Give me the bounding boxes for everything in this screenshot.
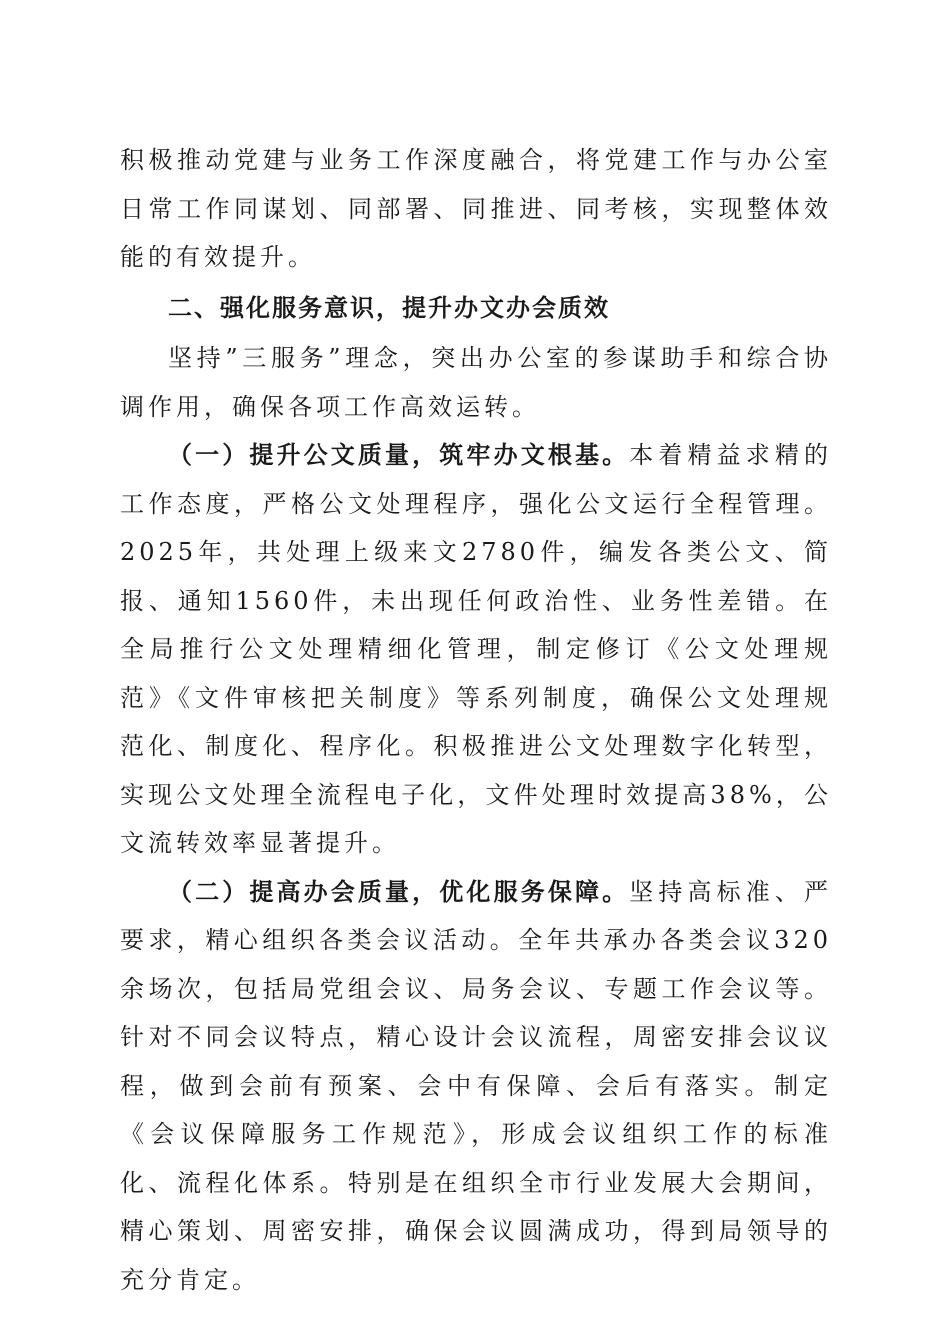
item-2-lead: （二）提高办会质量，优化服务保障。 (168, 877, 630, 906)
item-1-lead: （一）提升公文质量，筑牢办文根基。 (168, 441, 630, 469)
item-2-paragraph (120, 868, 832, 1305)
continued-paragraph: 积极推动党建与业务工作深度融合，将党建工作与办公室日常工作同谋划、同部署、同推进、同考核，实现整体效能的有效提升。 (120, 146, 832, 271)
document-body (120, 136, 832, 1304)
section-heading: 二、强化服务意识，提升办文办会质效 (168, 293, 610, 322)
item-1-paragraph (120, 431, 832, 868)
item-2-body: 坚持高标准、严要求，精心组织各类会议活动。全年共承办各类会议320余场次，包括局党组会议、局务会议、专题工作会议等。针对不同会议特点，精心设计会议流程，周密安排会议议程，做到会前有预案、会中有保障、会后有落实。制定《会议保障服务工作规范》，形成会议组织工作的标准化、流程化体系。特别是在组织全市行业发展大会期间，精心策划、周密安排，确保会议圆满成功，得到局领导的充分肯定。 (120, 877, 833, 1294)
intro-paragraph: 坚持”三服务”理念，突出办公室的参谋助手和综合协调作用，确保各项工作高效运转。 (120, 344, 832, 421)
item-1-body: 本着精益求精的工作态度，严格公文处理程序，强化公文运行全程管理。2025年，共处理上级来文2780件，编发各类公文、简报、通知1560件，未出现任何政治性、业务性差错。在全局推行公文处理精细化管理，制定修订《公文处理规范》《文件审核把关制度》等系列制度，确保公文处理规范化、制度化、程序化。积极推进公文处理数字化转型，实现公文处理全流程电子化，文件处理时效提高38%，公文流转效率显著提升。 (120, 441, 833, 857)
